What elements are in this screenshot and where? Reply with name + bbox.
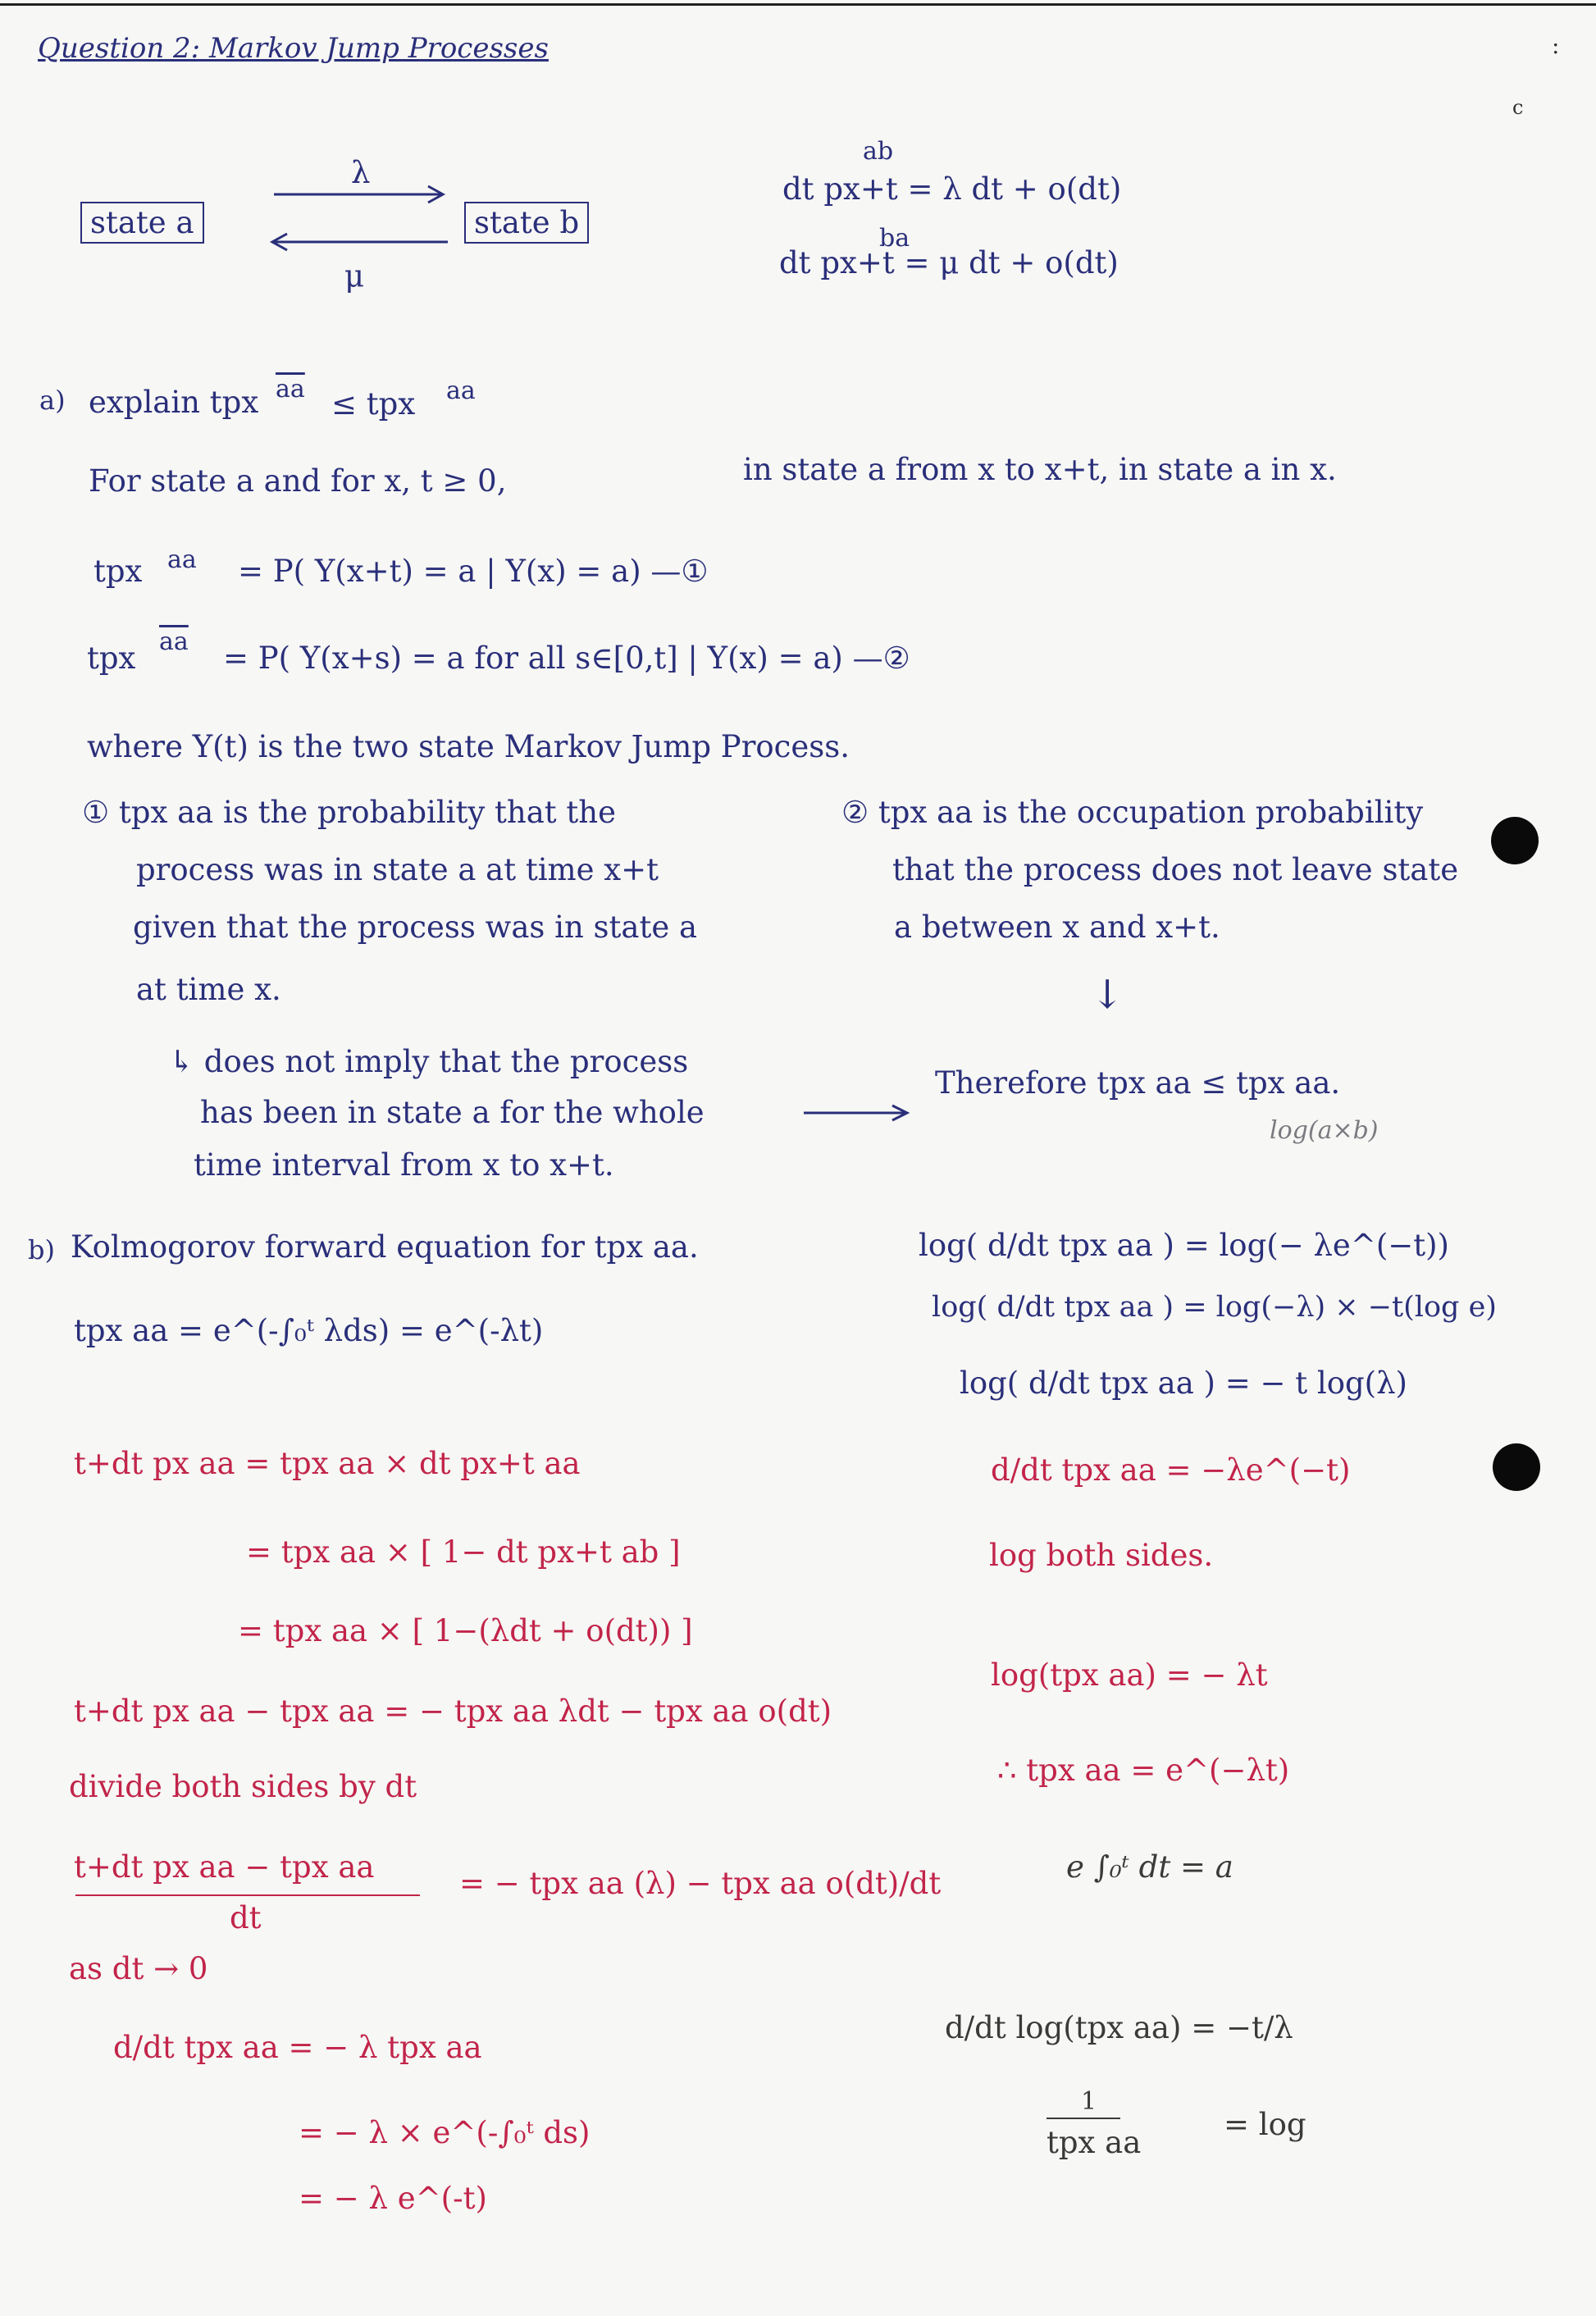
log-note: log(a×b) — [1270, 1116, 1379, 1145]
right-red-4: ∴ tpx aa = e^(−λt) — [997, 1753, 1290, 1788]
for-state-text: For state a and for x, t ≥ 0, — [89, 463, 507, 499]
part-a-label: a) — [39, 385, 66, 416]
eq2-backward-rate: dt px+t = μ dt + o(dt) — [779, 245, 1119, 280]
black-dot — [1491, 817, 1539, 864]
bottom-black-3: tpx aa — [1047, 2125, 1142, 2160]
red-line-12: = − λ e^(-t) — [299, 2181, 487, 2216]
top-rule — [0, 3, 1596, 6]
red-line-10: d/dt tpx aa = − λ tpx aa — [113, 2030, 482, 2065]
right-red-1: d/dt tpx aa = −λe^(−t) — [991, 1452, 1351, 1488]
arrow-left-icon — [262, 230, 451, 254]
right-black-3: log( d/dt tpx aa ) = − t log(λ) — [960, 1365, 1407, 1401]
corner-marks: : — [1552, 32, 1560, 59]
rate-lambda: λ — [351, 155, 371, 190]
note1-line2: process was in state a at time x+t — [136, 852, 659, 887]
note1-line4: at time x. — [136, 972, 281, 1007]
down-arrow-icon: ↓ — [1091, 972, 1124, 1018]
eq1-forward-rate: dt px+t = λ dt + o(dt) — [782, 171, 1122, 207]
fraction-bar — [75, 1894, 420, 1896]
therefore-text: Therefore tpx aa ≤ tpx aa. — [935, 1065, 1341, 1101]
note2-line2: that the process does not leave state — [892, 852, 1459, 887]
part-b-label: b) — [28, 1234, 55, 1265]
eq1-rhs: = P( Y(x+t) = a | Y(x) = a) —① — [238, 554, 709, 589]
red-line-1: t+dt px aa = tpx aa × dt px+t aa — [74, 1446, 581, 1481]
state-a-box: state a — [80, 202, 204, 244]
right-red-2: log both sides. — [989, 1538, 1214, 1573]
note1-arrow-line1: ↳ does not imply that the process — [169, 1044, 689, 1079]
right-red-3: log(tpx aa) = − λt — [991, 1657, 1268, 1693]
part-a-heading-le: ≤ tpx — [331, 386, 416, 422]
fraction-numerator: t+dt px aa − tpx aa — [74, 1849, 375, 1885]
side-note: in state a from x to x+t, in state a in x. — [743, 452, 1337, 487]
corner-small: c — [1512, 96, 1524, 119]
note1-line3: given that the process was in state a — [133, 910, 698, 945]
red-line-3: = tpx aa × [ 1−(λdt + o(dt)) ] — [238, 1613, 693, 1648]
where-text: where Y(t) is the two state Markov Jump Process. — [87, 729, 850, 764]
bottom-black-2: 1 — [1081, 2087, 1097, 2116]
rate-mu: μ — [344, 258, 365, 294]
arrow-right-icon — [800, 1101, 914, 1125]
note1-arrow-line2: has been in state a for the whole — [200, 1095, 705, 1130]
fraction-denominator: dt — [230, 1900, 262, 1935]
red-line-2: = tpx aa × [ 1− dt px+t ab ] — [246, 1534, 681, 1570]
eq2-rhs: = P( Y(x+s) = a for all s∈[0,t] | Y(x) = a) —② — [223, 641, 910, 676]
note2-line1: ② tpx aa is the occupation probability — [841, 795, 1424, 830]
note1-arrow-line3: time interval from x to x+t. — [194, 1147, 614, 1183]
eq1-superscript: ab — [863, 137, 894, 166]
eq2-superscript: ba — [879, 224, 910, 253]
red-line-9: as dt → 0 — [69, 1951, 208, 1986]
right-black-1: log( d/dt tpx aa ) = log(− λe^(−t)) — [919, 1228, 1449, 1263]
eq1-lhs-sup: aa — [167, 545, 197, 574]
red-line-8: = − tpx aa (λ) − tpx aa o(dt)/dt — [459, 1866, 942, 1901]
part-a-heading-bar: $\overline{aa}$ — [276, 375, 305, 403]
bottom-black-1: d/dt log(tpx aa) = −t/λ — [945, 2010, 1293, 2045]
red-line-4: t+dt px aa − tpx aa = − tpx aa λdt − tpx aa o(dt) — [74, 1694, 832, 1729]
right-black-2: log( d/dt tpx aa ) = log(−λ) × −t(log e) — [932, 1291, 1497, 1324]
eq2-lhs: tpx — [87, 641, 136, 676]
red-line-5: divide both sides by dt — [69, 1769, 417, 1804]
black-dot — [1493, 1443, 1540, 1491]
question-title: Question 2: Markov Jump Processes — [38, 32, 549, 65]
state-b-box: state b — [464, 202, 589, 244]
bottom-fraction-bar — [1047, 2118, 1120, 2119]
scribble: e ∫₀ᵗ dt = a — [1066, 1849, 1233, 1885]
part-a-heading-sup: aa — [446, 376, 476, 405]
initial-equation: tpx aa = e^(-∫₀ᵗ λds) = e^(-λt) — [74, 1313, 544, 1348]
eq1-lhs: tpx — [93, 554, 143, 589]
part-b-heading: Kolmogorov forward equation for tpx aa. — [71, 1229, 699, 1265]
bottom-black-4: = log — [1224, 2107, 1306, 2142]
arrow-right-icon — [271, 182, 451, 207]
red-line-11: = − λ × e^(-∫₀ᵗ ds) — [299, 2115, 591, 2150]
note1-line1: ① tpx aa is the probability that the — [82, 795, 617, 830]
note2-line3: a between x and x+t. — [894, 910, 1220, 945]
part-a-heading: explain tpx — [89, 385, 259, 420]
eq2-lhs-sup: $\overline{aa}$ — [159, 627, 189, 656]
